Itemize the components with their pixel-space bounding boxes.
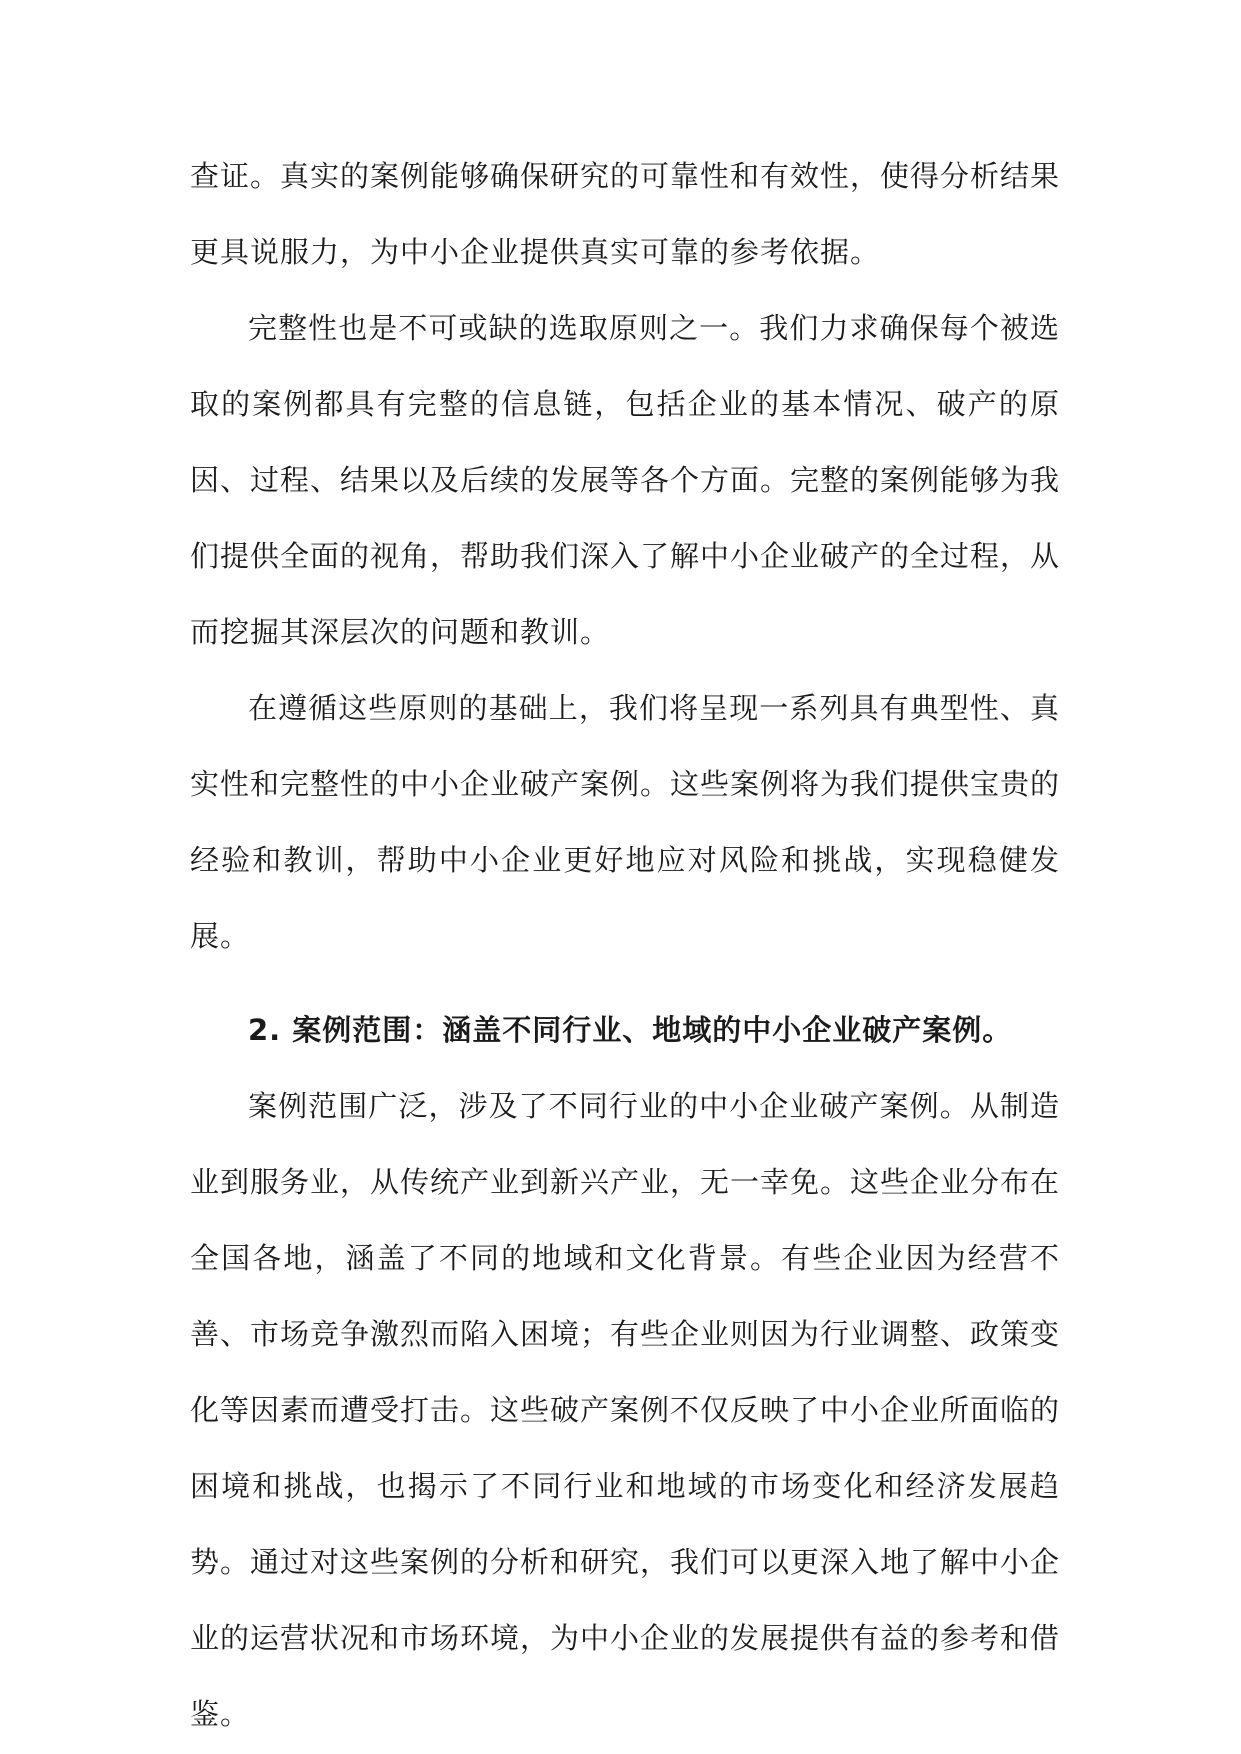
section-gap [190, 974, 1060, 992]
paragraph-summary: 在遵循这些原则的基础上，我们将呈现一系列具有典型性、真实性和完整性的中小企业破产案例。这些案例将为我们提供宝贵的经验和教训，帮助中小企业更好地应对风险和挑战，实现稳健发展。 [190, 691, 1061, 953]
document-page [190, 138, 1060, 1752]
section-heading: 2. 案例范围：涵盖不同行业、地域的中小企业破产案例。 [248, 1013, 1013, 1047]
paragraph-continuation: 查证。真实的案例能够确保研究的可靠性和有效性，使得分析结果更具说服力，为中小企业提供真实可靠的参考依据。 [190, 159, 1061, 269]
paragraph-completeness: 完整性也是不可或缺的选取原则之一。我们力求确保每个被选取的案例都具有完整的信息链，包括企业的基本情况、破产的原因、过程、结果以及后续的发展等各个方面。完整的案例能够为我们提供全面的视角，帮助我们深入了解中小企业破产的全过程，从而挖掘其深层次的问题和教训。 [190, 311, 1061, 649]
paragraph-case-scope: 案例范围广泛，涉及了不同行业的中小企业破产案例。从制造业到服务业，从传统产业到新兴产业，无一幸免。这些企业分布在全国各地，涵盖了不同的地域和文化背景。有些企业因为经营不善、市场竞争激烈而陷入困境；有些企业则因为行业调整、政策变化等因素而遭受打击。这些破产案例不仅反映了中小企业所面临的困境和挑战，也揭示了不同行业和地域的市场变化和经济发展趋势。通过对这些案例的分析和研究，我们可以更深入地了解中小企业的运营状况和市场环境，为中小企业的发展提供有益的参考和借鉴。 [190, 1089, 1061, 1731]
